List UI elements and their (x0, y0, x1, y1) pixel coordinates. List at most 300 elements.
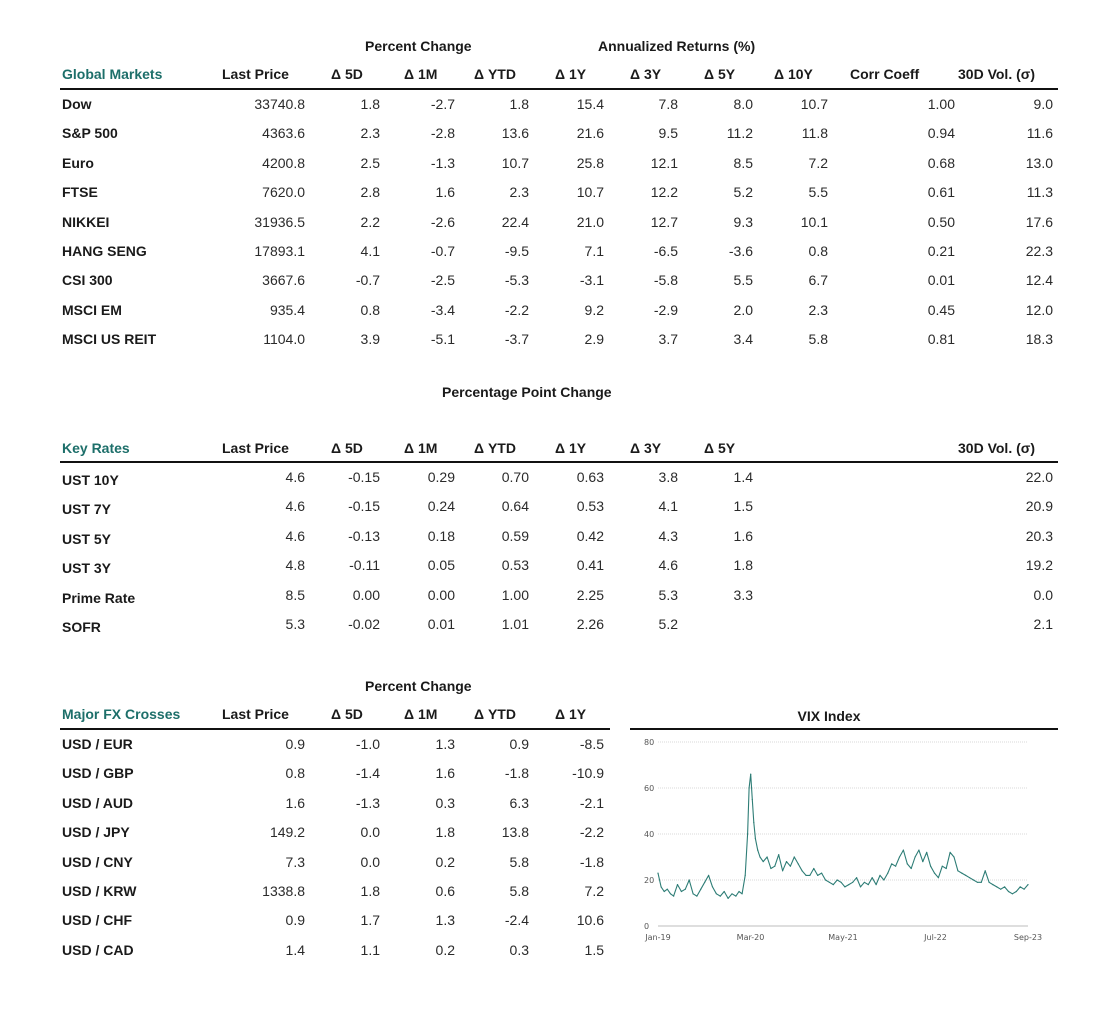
vix-data-point (759, 856, 760, 857)
vix-data-point (1000, 889, 1001, 890)
vix-data-point (852, 882, 853, 883)
vix-data-point (770, 868, 771, 869)
vix-data-point (728, 898, 729, 899)
table-cell: 17893.1 (254, 243, 305, 259)
vix-data-point (891, 863, 892, 864)
row-label: SOFR (62, 619, 101, 635)
vix-data-point (989, 882, 990, 883)
rates-header-4: Δ YTD (474, 440, 516, 456)
row-label: UST 10Y (62, 472, 119, 488)
row-label: UST 7Y (62, 501, 112, 518)
table-cell: 1.8 (509, 96, 529, 112)
row-label: Dow (62, 96, 92, 112)
vix-data-point (731, 893, 732, 894)
vix-data-point (745, 875, 746, 876)
table-cell: 0.21 (927, 243, 955, 259)
row-label: UST 5Y (62, 530, 112, 547)
major-fx-header-rule (60, 728, 610, 730)
vix-data-point (1027, 884, 1028, 885)
table-cell: 1.00 (501, 586, 529, 603)
table-cell: 0.01 (427, 616, 455, 632)
vix-data-point (872, 877, 873, 878)
table-cell: 3667.6 (262, 272, 305, 289)
vix-data-point (864, 882, 865, 883)
vix-chart-title: VIX Index (797, 708, 861, 724)
table-cell: 0.41 (576, 557, 604, 574)
table-cell: -9.5 (504, 243, 529, 259)
vix-data-point (708, 875, 709, 876)
table-cell: 20.3 (1025, 527, 1053, 544)
table-cell: 0.61 (927, 184, 955, 201)
vix-data-point (957, 870, 958, 871)
table-cell: 4.1 (658, 498, 678, 515)
key-rates-header-rule (60, 461, 1058, 463)
table-cell: 5.3 (658, 586, 678, 603)
table-cell: 10.1 (800, 213, 828, 230)
table-cell: -1.4 (355, 765, 380, 782)
table-cell: 25.8 (576, 154, 604, 171)
vix-data-point (767, 856, 768, 857)
vix-data-point (1012, 893, 1013, 894)
global-header-4: Δ YTD (474, 66, 516, 82)
table-cell: 1.1 (360, 941, 380, 958)
table-cell: 12.7 (650, 213, 678, 230)
vix-data-point (841, 882, 842, 883)
vix-data-point (833, 884, 834, 885)
table-cell: 0.8 (285, 765, 305, 782)
vix-data-point (977, 882, 978, 883)
table-cell: 4200.8 (262, 154, 305, 171)
table-cell: -5.8 (653, 272, 678, 289)
vix-x-tick-label: Jan-19 (645, 933, 671, 942)
table-cell: -3.1 (579, 272, 604, 289)
table-cell: -2.9 (653, 301, 678, 318)
table-cell: 1.8 (360, 883, 380, 899)
row-label: MSCI EM (62, 301, 122, 318)
vix-data-point (798, 863, 799, 864)
vix-data-point (753, 822, 754, 823)
table-cell: 2.3 (808, 301, 828, 318)
table-cell: -2.6 (430, 213, 455, 230)
vix-x-tick-label: Sep-23 (1013, 933, 1043, 942)
table-cell: 9.0 (1033, 96, 1053, 112)
vix-data-point (930, 866, 931, 867)
table-cell: -2.4 (504, 912, 529, 929)
vix-data-point (778, 854, 779, 855)
table-cell: 6.3 (509, 794, 529, 811)
table-cell: 1.00 (927, 96, 955, 112)
table-cell: 5.5 (733, 272, 753, 289)
table-cell: 8.5 (285, 586, 305, 603)
vix-data-point (742, 893, 743, 894)
table-cell: 1.3 (435, 912, 455, 929)
table-cell: 2.3 (360, 125, 380, 142)
table-cell: 8.5 (733, 154, 753, 171)
table-cell: 0.81 (927, 331, 955, 348)
table-cell: -0.7 (355, 272, 380, 289)
vix-data-point (685, 889, 686, 890)
table-cell: -1.8 (504, 765, 529, 782)
table-cell: 1.8 (435, 824, 455, 841)
table-cell: 18.3 (1025, 331, 1053, 348)
global-header-6: Δ 3Y (630, 66, 662, 82)
vix-data-point (938, 877, 939, 878)
table-cell: 4.1 (360, 243, 380, 259)
global-header-8: Δ 10Y (774, 66, 813, 82)
vix-data-point (950, 852, 951, 853)
vix-data-point (750, 774, 751, 775)
table-cell: 19.2 (1025, 557, 1053, 574)
fx-header-2: Δ 5D (331, 706, 363, 722)
table-cell: 2.25 (576, 586, 604, 603)
table-cell: 1.5 (584, 941, 604, 958)
rates-header-8: 30D Vol. (σ) (958, 440, 1035, 456)
table-cell: 21.0 (576, 213, 604, 230)
table-cell: -2.2 (504, 301, 529, 318)
row-label: USD / GBP (62, 765, 134, 782)
vix-data-point (790, 866, 791, 867)
table-cell: -0.13 (348, 527, 380, 544)
table-cell: 0.0 (360, 824, 380, 841)
vix-data-point (670, 893, 671, 894)
vix-data-point (829, 882, 830, 883)
vix-data-point (720, 896, 721, 897)
table-cell: 2.9 (584, 331, 604, 348)
table-cell: -0.11 (349, 557, 380, 574)
vix-data-point (973, 879, 974, 880)
vix-data-point (813, 868, 814, 869)
fx-header-3: Δ 1M (404, 706, 438, 722)
vix-x-tick-label: Mar-20 (736, 933, 765, 942)
table-cell: -3.7 (504, 331, 529, 348)
table-cell: 9.3 (733, 213, 753, 230)
table-cell: 4.6 (285, 469, 305, 485)
table-cell: 0.2 (435, 853, 455, 870)
rates-header-1: Last Price (222, 440, 289, 456)
table-cell: 5.8 (509, 883, 529, 899)
table-cell: 1.6 (733, 527, 753, 544)
table-cell: 0.0 (360, 853, 380, 870)
vix-data-point (657, 873, 658, 874)
vix-data-point (969, 877, 970, 878)
table-cell: 0.63 (576, 469, 604, 485)
table-cell: 0.00 (427, 586, 455, 603)
vix-data-point (681, 891, 682, 892)
table-cell: 1104.0 (263, 331, 305, 348)
row-label: HANG SENG (62, 243, 147, 259)
vix-data-point (911, 868, 912, 869)
global-header-1: Last Price (222, 66, 289, 82)
row-label: USD / AUD (62, 794, 134, 811)
table-cell: 4.8 (285, 557, 305, 574)
row-label: USD / KRW (62, 883, 137, 899)
rates-header-6: Δ 3Y (630, 440, 662, 456)
vix-data-point (895, 866, 896, 867)
table-cell: 1.6 (435, 184, 455, 201)
row-label: USD / JPY (62, 824, 130, 841)
table-cell: 3.3 (733, 586, 753, 603)
vix-data-point (868, 884, 869, 885)
vix-data-point (805, 875, 806, 876)
table-cell: 7.8 (658, 96, 678, 112)
vix-data-point (985, 870, 986, 871)
table-cell: 3.9 (360, 331, 380, 348)
table-cell: 11.6 (1026, 125, 1053, 142)
table-cell: -2.5 (430, 272, 455, 289)
table-cell: 17.6 (1025, 213, 1053, 230)
table-cell: 22.3 (1025, 243, 1053, 259)
vix-data-point (700, 889, 701, 890)
vix-data-point (735, 896, 736, 897)
row-label: MSCI US REIT (62, 331, 157, 348)
row-label: USD / CAD (62, 941, 134, 958)
global-header-7: Δ 5Y (704, 66, 736, 82)
vix-data-point (794, 856, 795, 857)
table-cell: 2.8 (360, 184, 380, 201)
table-cell: -5.1 (430, 331, 455, 348)
table-cell: 15.4 (576, 96, 604, 112)
table-cell: 1.5 (733, 498, 753, 515)
vix-data-point (724, 891, 725, 892)
table-cell: 0.94 (927, 125, 955, 142)
table-cell: 0.53 (501, 557, 529, 574)
table-cell: -2.7 (430, 96, 455, 112)
table-cell: -5.3 (504, 272, 529, 289)
table-cell: -0.15 (348, 469, 380, 485)
vix-data-point (661, 886, 662, 887)
vix-x-tick-label: Jul-22 (924, 933, 947, 942)
table-cell: 4363.6 (262, 125, 305, 142)
table-cell: 21.6 (576, 125, 604, 142)
vix-data-point (757, 850, 758, 851)
table-cell: 1338.8 (262, 883, 305, 899)
table-cell: -6.5 (653, 243, 678, 259)
table-cell: 1.3 (435, 736, 455, 752)
table-cell: 0.64 (501, 498, 529, 515)
table-cell: 1.7 (360, 912, 380, 929)
table-cell: 7.2 (808, 154, 828, 171)
table-cell: 0.42 (576, 527, 604, 544)
vix-x-tick-label: May-21 (828, 933, 858, 942)
row-label: FTSE (62, 184, 98, 201)
table-cell: 0.53 (576, 498, 604, 515)
vix-y-tick-label: 40 (644, 830, 655, 839)
vix-data-point (693, 893, 694, 894)
table-cell: 2.2 (360, 213, 380, 230)
table-cell: 6.7 (808, 272, 828, 289)
table-cell: -1.8 (579, 853, 604, 870)
table-cell: 10.7 (800, 96, 828, 112)
percent-change-group-label: Percent Change (365, 38, 472, 54)
vix-data-point (992, 884, 993, 885)
table-cell: 0.6 (435, 883, 455, 899)
vix-chart-svg (630, 732, 1050, 957)
vix-data-point (747, 833, 748, 834)
table-cell: -3.6 (728, 243, 753, 259)
table-cell: 935.4 (269, 301, 305, 318)
fx-percent-change-group-label: Percent Change (365, 678, 472, 694)
vix-data-point (856, 877, 857, 878)
vix-data-point (1004, 886, 1005, 887)
percentage-point-change-group-label: Percentage Point Change (442, 384, 612, 400)
table-cell: 1.01 (501, 616, 529, 632)
table-cell: 0.9 (285, 736, 305, 752)
vix-data-point (782, 870, 783, 871)
fx-header-5: Δ 1Y (555, 706, 587, 722)
vix-data-point (1008, 891, 1009, 892)
table-cell: 10.7 (576, 184, 604, 201)
vix-data-point (883, 879, 884, 880)
table-cell: 4.3 (658, 527, 678, 544)
global-header-0: Global Markets (62, 66, 163, 82)
vix-y-tick-label: 20 (644, 876, 655, 885)
vix-data-point (749, 787, 750, 788)
table-cell: 0.9 (285, 912, 305, 929)
vix-data-point (696, 896, 697, 897)
table-cell: 0.3 (509, 941, 529, 958)
table-cell: 12.2 (650, 184, 678, 201)
table-cell: 2.1 (1033, 616, 1053, 632)
table-cell: 1.6 (285, 794, 305, 811)
rates-header-5: Δ 1Y (555, 440, 587, 456)
table-cell: 7620.0 (262, 184, 305, 201)
table-cell: 7.1 (584, 243, 604, 259)
global-markets-header-rule (60, 88, 1058, 90)
vix-data-point (996, 886, 997, 887)
table-cell: 1.4 (285, 941, 305, 958)
table-cell: 10.7 (501, 154, 529, 171)
fx-header-0: Major FX Crosses (62, 706, 181, 722)
table-cell: 9.2 (584, 301, 604, 318)
table-cell: 3.8 (658, 469, 678, 485)
rates-header-7: Δ 5Y (704, 440, 736, 456)
table-cell: 12.4 (1025, 272, 1053, 289)
rates-header-0: Key Rates (62, 440, 130, 456)
vix-data-point (802, 870, 803, 871)
table-cell: -0.02 (348, 616, 380, 632)
table-cell: -2.1 (579, 794, 604, 811)
table-cell: 0.45 (927, 301, 955, 318)
table-cell: 11.3 (1026, 184, 1053, 201)
vix-data-point (922, 861, 923, 862)
vix-data-point (821, 873, 822, 874)
table-cell: 13.0 (1025, 154, 1053, 171)
vix-data-point (664, 891, 665, 892)
table-cell: 4.6 (285, 498, 305, 515)
rates-header-2: Δ 5D (331, 440, 363, 456)
vix-data-point (667, 889, 668, 890)
row-label: UST 3Y (62, 560, 112, 577)
table-cell: -10.9 (572, 765, 604, 782)
table-cell: 0.8 (808, 243, 828, 259)
vix-data-point (879, 875, 880, 876)
vix-data-point (1024, 889, 1025, 890)
vix-data-point (817, 875, 818, 876)
vix-data-point (712, 886, 713, 887)
table-cell: 31936.5 (254, 213, 305, 230)
table-cell: 0.70 (501, 469, 529, 485)
table-cell: 3.7 (658, 331, 678, 348)
table-cell: 8.0 (733, 96, 753, 112)
vix-y-tick-label: 0 (644, 922, 650, 931)
vix-data-point (786, 861, 787, 862)
table-cell: 1.8 (733, 557, 753, 574)
vix-data-point (934, 873, 935, 874)
global-header-5: Δ 1Y (555, 66, 587, 82)
table-cell: -2.8 (430, 125, 455, 142)
table-cell: 11.2 (726, 125, 753, 142)
table-cell: 0.00 (352, 586, 380, 603)
vix-data-point (844, 886, 845, 887)
table-cell: -1.0 (355, 736, 380, 752)
table-cell: 2.0 (733, 301, 753, 318)
vix-data-point (860, 886, 861, 887)
vix-data-point (848, 884, 849, 885)
table-cell: 1.4 (733, 469, 753, 485)
table-cell: 0.29 (427, 469, 455, 485)
table-cell: 7.2 (584, 883, 604, 899)
table-cell: 0.3 (435, 794, 455, 811)
vix-data-point (763, 861, 764, 862)
table-cell: 7.3 (285, 853, 305, 870)
vix-data-point (899, 856, 900, 857)
vix-data-point (755, 838, 756, 839)
table-cell: 0.8 (360, 301, 380, 318)
table-cell: -0.7 (430, 243, 455, 259)
row-label: USD / EUR (62, 736, 133, 752)
global-header-9: Corr Coeff (850, 66, 920, 82)
table-cell: 0.24 (427, 498, 455, 515)
vix-data-point (1020, 886, 1021, 887)
table-cell: 4.6 (658, 557, 678, 574)
vix-data-point (876, 884, 877, 885)
vix-data-point (689, 879, 690, 880)
table-cell: 0.05 (427, 557, 455, 574)
table-cell: 0.2 (435, 941, 455, 958)
row-label: USD / CNY (62, 853, 133, 870)
table-cell: 5.2 (658, 616, 678, 632)
vix-data-point (774, 866, 775, 867)
table-cell: -2.2 (579, 824, 604, 841)
table-cell: 5.5 (808, 184, 828, 201)
vix-data-point (946, 868, 947, 869)
vix-data-point (825, 879, 826, 880)
table-cell: 2.5 (360, 154, 380, 171)
vix-data-point (907, 863, 908, 864)
table-cell: 149.2 (269, 824, 305, 841)
vix-data-point (915, 856, 916, 857)
table-cell: 5.3 (285, 616, 305, 632)
table-cell: 20.9 (1025, 498, 1053, 515)
table-cell: 0.50 (927, 213, 955, 230)
row-label: NIKKEI (62, 213, 110, 230)
table-cell: 5.8 (808, 331, 828, 348)
vix-data-point (918, 850, 919, 851)
table-cell: 1.6 (435, 765, 455, 782)
table-cell: 1.8 (360, 96, 380, 112)
table-cell: -1.3 (430, 154, 455, 171)
table-cell: 10.6 (576, 912, 604, 929)
table-cell: 0.0 (1033, 586, 1053, 603)
fx-header-4: Δ YTD (474, 706, 516, 722)
table-cell: 0.01 (927, 272, 955, 289)
table-cell: -0.15 (348, 498, 380, 515)
vix-data-point (677, 884, 678, 885)
table-cell: 5.2 (733, 184, 753, 201)
table-cell: 2.26 (576, 616, 604, 632)
table-cell: 22.4 (501, 213, 529, 230)
vix-y-tick-label: 80 (644, 738, 655, 747)
